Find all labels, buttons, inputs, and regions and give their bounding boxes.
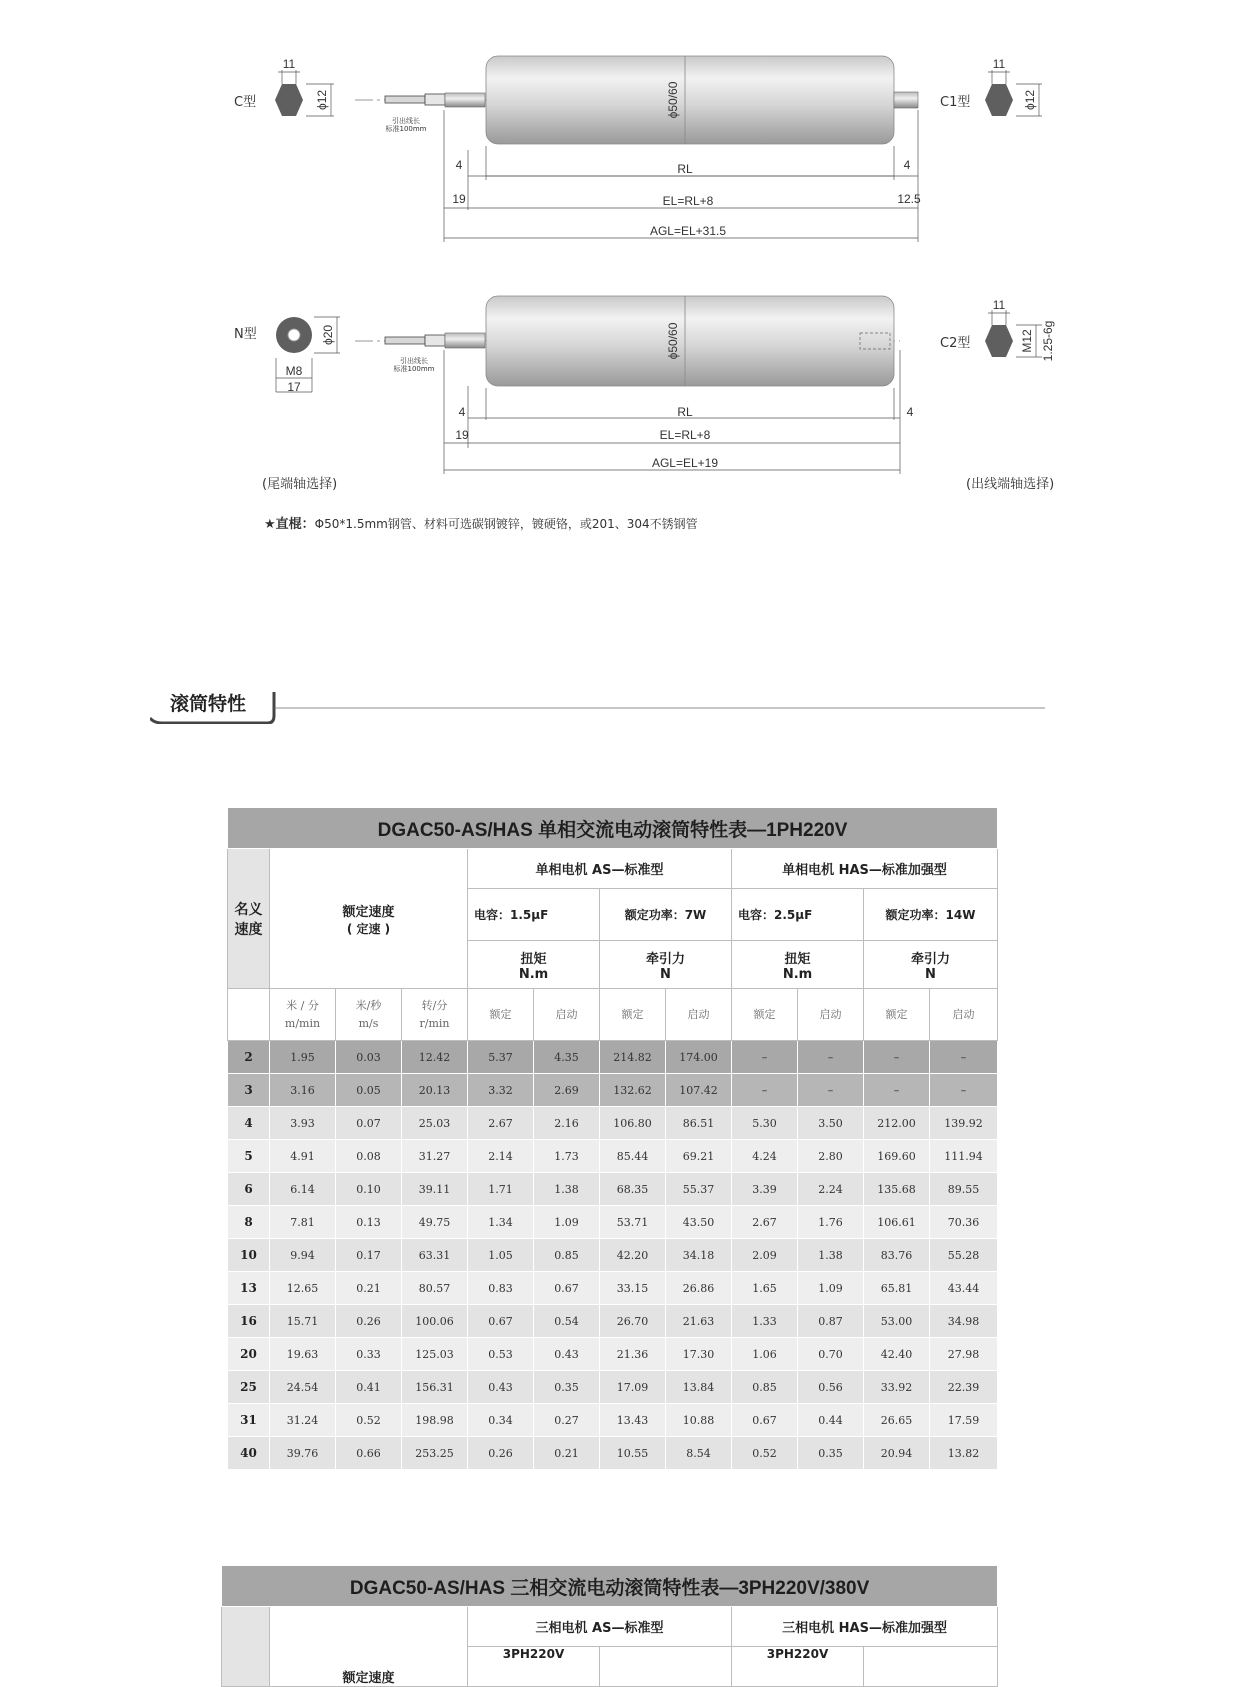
table-cell: 27.98 (930, 1338, 998, 1371)
table-row (228, 1404, 998, 1437)
svg-text:12.5: 12.5 (897, 192, 921, 206)
left-caption: (尾端轴选择) (262, 477, 338, 492)
table-cell: 12.42 (402, 1041, 468, 1074)
table-cell: 3.39 (732, 1173, 798, 1206)
table-cell: 26.86 (666, 1272, 732, 1305)
start-label: 启动 (930, 989, 998, 1041)
svg-text:4: 4 (906, 405, 914, 419)
table-cell: 0.26 (336, 1305, 402, 1338)
table-cell: 2.69 (534, 1074, 600, 1107)
table-cell: 0.52 (732, 1437, 798, 1470)
roller-drawing-bottom (0, 280, 1250, 500)
table-cell: 9.94 (270, 1239, 336, 1272)
row-speed-label: 25 (228, 1371, 270, 1404)
table-cell: 34.98 (930, 1305, 998, 1338)
svg-text:11: 11 (992, 298, 1006, 312)
svg-text:19: 19 (455, 428, 469, 442)
svg-text:4: 4 (455, 158, 463, 172)
start-label: 启动 (666, 989, 732, 1041)
table-cell: 13.82 (930, 1437, 998, 1470)
table-cell: 0.67 (468, 1305, 534, 1338)
table-cell: 69.21 (666, 1140, 732, 1173)
table-cell: 24.54 (270, 1371, 336, 1404)
table-cell: 0.05 (336, 1074, 402, 1107)
table-cell: – (732, 1041, 798, 1074)
row-speed-label: 40 (228, 1437, 270, 1470)
svg-text:11: 11 (282, 57, 296, 71)
has-motor-header: 单相电机 HAS—标准加强型 (732, 849, 998, 889)
table-cell: 2.67 (732, 1206, 798, 1239)
has-motor-header: 三相电机 HAS—标准加强型 (732, 1607, 998, 1647)
table-row (228, 1338, 998, 1371)
svg-text:M12: M12 (1020, 329, 1034, 353)
table-cell: 53.00 (864, 1305, 930, 1338)
has-voltage: 3PH220V (732, 1647, 864, 1687)
table-cell: 0.03 (336, 1041, 402, 1074)
table-cell: 39.11 (402, 1173, 468, 1206)
table-cell: 33.15 (600, 1272, 666, 1305)
table-cell: 86.51 (666, 1107, 732, 1140)
table-cell: 63.31 (402, 1239, 468, 1272)
table-cell: 0.53 (468, 1338, 534, 1371)
left-type-label: C型 (234, 95, 257, 110)
table-cell: – (798, 1041, 864, 1074)
table-cell: 107.42 (666, 1074, 732, 1107)
table-cell: 0.35 (798, 1437, 864, 1470)
unit-mmin: 米 / 分 m/min (270, 989, 336, 1041)
table-row (228, 1239, 998, 1272)
table-cell: 1.38 (534, 1173, 600, 1206)
row-speed-label: 10 (228, 1239, 270, 1272)
left-type-label: N型 (234, 327, 257, 342)
svg-text:11: 11 (992, 57, 1006, 71)
table-cell: 1.38 (798, 1239, 864, 1272)
right-type-label: C1型 (940, 95, 971, 110)
svg-text:引出线长: 引出线长 (400, 357, 428, 365)
table-cell: 214.82 (600, 1041, 666, 1074)
table-cell: 20.13 (402, 1074, 468, 1107)
table-cell: – (732, 1074, 798, 1107)
table-cell: – (930, 1074, 998, 1107)
row-speed-label: 5 (228, 1140, 270, 1173)
table-cell: 17.09 (600, 1371, 666, 1404)
table-cell: 43.44 (930, 1272, 998, 1305)
has-capacitor: 电容：2.5μF (732, 889, 864, 941)
svg-text:19: 19 (452, 192, 466, 206)
as-capacitor: 电容：1.5μF (468, 889, 600, 941)
table-cell: 0.21 (336, 1272, 402, 1305)
table-cell: 156.31 (402, 1371, 468, 1404)
svg-text:AGL=EL+19: AGL=EL+19 (651, 456, 719, 470)
table-cell: 49.75 (402, 1206, 468, 1239)
has-traction-header: 牵引力 N (864, 941, 998, 989)
has-power: 额定功率：14W (864, 889, 998, 941)
table-cell: 125.03 (402, 1338, 468, 1371)
svg-text:RL: RL (677, 405, 693, 419)
table-cell: 3.93 (270, 1107, 336, 1140)
row-speed-label: 8 (228, 1206, 270, 1239)
table-cell: 0.67 (534, 1272, 600, 1305)
table-cell: 1.73 (534, 1140, 600, 1173)
table-cell: 5.30 (732, 1107, 798, 1140)
table-cell: 0.52 (336, 1404, 402, 1437)
table-cell: 1.71 (468, 1173, 534, 1206)
as-torque-header: 扭矩 N.m (468, 941, 600, 989)
table-cell: 7.81 (270, 1206, 336, 1239)
svg-text:RL: RL (677, 162, 693, 176)
hex-end-icon (985, 84, 1013, 116)
table-cell: 100.06 (402, 1305, 468, 1338)
table-cell: 3.32 (468, 1074, 534, 1107)
table-cell: 106.61 (864, 1206, 930, 1239)
table-cell: 0.44 (798, 1404, 864, 1437)
table-cell: 212.00 (864, 1107, 930, 1140)
table-cell: 4.35 (534, 1041, 600, 1074)
table-cell: 1.33 (732, 1305, 798, 1338)
table-cell: 65.81 (864, 1272, 930, 1305)
hex-end-icon (985, 325, 1013, 357)
start-label: 启动 (534, 989, 600, 1041)
has-torque-header: 扭矩 N.m (732, 941, 864, 989)
table-cell: 26.65 (864, 1404, 930, 1437)
table-cell: 0.10 (336, 1173, 402, 1206)
table-cell: 33.92 (864, 1371, 930, 1404)
table-cell: 2.16 (534, 1107, 600, 1140)
row-speed-label: 3 (228, 1074, 270, 1107)
table-cell: 42.20 (600, 1239, 666, 1272)
nominal-speed-header: 名义 速度 (228, 849, 270, 989)
table-cell: 1.34 (468, 1206, 534, 1239)
table-cell: 1.95 (270, 1041, 336, 1074)
table-cell: 0.41 (336, 1371, 402, 1404)
table-cell: 1.09 (534, 1206, 600, 1239)
table-cell: 0.43 (534, 1338, 600, 1371)
right-caption: (出线端轴选择) (966, 477, 1055, 492)
table-row (228, 1140, 998, 1173)
hex-end-icon (275, 84, 303, 116)
svg-text:ϕ12: ϕ12 (1023, 89, 1037, 111)
table-cell: 0.17 (336, 1239, 402, 1272)
row-speed-label: 2 (228, 1041, 270, 1074)
table-cell: – (798, 1074, 864, 1107)
table-cell: 2.24 (798, 1173, 864, 1206)
table-cell: 106.80 (600, 1107, 666, 1140)
table-row (228, 1206, 998, 1239)
table-cell: 169.60 (864, 1140, 930, 1173)
unit-rmin: 转/分 r/min (402, 989, 468, 1041)
row-speed-label: 13 (228, 1272, 270, 1305)
table-row (228, 1272, 998, 1305)
svg-text:AGL=EL+31.5: AGL=EL+31.5 (649, 224, 727, 238)
table-cell: 25.03 (402, 1107, 468, 1140)
unit-ms: 米/秒 m/s (336, 989, 402, 1041)
table-cell: 83.76 (864, 1239, 930, 1272)
row-speed-label: 31 (228, 1404, 270, 1437)
table-cell: 0.07 (336, 1107, 402, 1140)
table-cell: 3.16 (270, 1074, 336, 1107)
table-cell: 174.00 (666, 1041, 732, 1074)
table-cell: 26.70 (600, 1305, 666, 1338)
table-cell: 132.62 (600, 1074, 666, 1107)
table-cell: 198.98 (402, 1404, 468, 1437)
table-cell: 0.70 (798, 1338, 864, 1371)
table-cell: 0.26 (468, 1437, 534, 1470)
table-title: DGAC50-AS/HAS 三相交流电动滚筒特性表—3PH220V/380V (222, 1566, 998, 1607)
table-row (228, 1041, 998, 1074)
table-cell: 2.80 (798, 1140, 864, 1173)
rated-label: 额定 (468, 989, 534, 1041)
table-cell: 10.88 (666, 1404, 732, 1437)
table-cell: 31.27 (402, 1140, 468, 1173)
svg-text:M8: M8 (285, 364, 303, 378)
svg-text:ϕ50/60: ϕ50/60 (666, 81, 680, 119)
table-cell: 0.85 (534, 1239, 600, 1272)
table-cell: 0.66 (336, 1437, 402, 1470)
section-header (150, 688, 1050, 724)
table-cell: 12.65 (270, 1272, 336, 1305)
table-cell: – (930, 1041, 998, 1074)
as-motor-header: 单相电机 AS—标准型 (468, 849, 732, 889)
table-cell: 55.37 (666, 1173, 732, 1206)
svg-text:EL=RL+8: EL=RL+8 (662, 194, 714, 208)
table-cell: 13.43 (600, 1404, 666, 1437)
table-cell: 53.71 (600, 1206, 666, 1239)
table-cell: – (864, 1041, 930, 1074)
table-cell: 80.57 (402, 1272, 468, 1305)
rated-speed-header: 额定速度 (270, 1607, 468, 1687)
table-cell: 20.94 (864, 1437, 930, 1470)
table-cell: 1.06 (732, 1338, 798, 1371)
rated-label: 额定 (600, 989, 666, 1041)
table-cell: 253.25 (402, 1437, 468, 1470)
svg-text:4: 4 (903, 158, 911, 172)
table-cell: 8.54 (666, 1437, 732, 1470)
svg-text:ϕ12: ϕ12 (315, 89, 329, 111)
table-cell: 19.63 (270, 1338, 336, 1371)
row-speed-label: 16 (228, 1305, 270, 1338)
table-cell: 135.68 (864, 1173, 930, 1206)
svg-text:1.25-6g: 1.25-6g (1041, 320, 1055, 362)
table-title: DGAC50-AS/HAS 单相交流电动滚筒特性表—1PH220V (228, 808, 998, 849)
single-phase-table (227, 807, 998, 1470)
rated-speed-header: 额定速度 ( 定速 ) (270, 849, 468, 989)
table-cell: 139.92 (930, 1107, 998, 1140)
table-cell: 6.14 (270, 1173, 336, 1206)
table-cell: 70.36 (930, 1206, 998, 1239)
table-cell: 55.28 (930, 1239, 998, 1272)
table-cell: 34.18 (666, 1239, 732, 1272)
table-cell: 0.21 (534, 1437, 600, 1470)
table-cell: 13.84 (666, 1371, 732, 1404)
table-row (228, 1305, 998, 1338)
as-voltage: 3PH220V (468, 1647, 600, 1687)
table-cell: 0.35 (534, 1371, 600, 1404)
table-cell: 0.33 (336, 1338, 402, 1371)
table-cell: 1.09 (798, 1272, 864, 1305)
table-cell: 17.30 (666, 1338, 732, 1371)
table-cell: 17.59 (930, 1404, 998, 1437)
table-cell: 0.27 (534, 1404, 600, 1437)
table-cell: 4.91 (270, 1140, 336, 1173)
svg-text:标准100mm: 标准100mm (385, 125, 427, 133)
table-cell: 31.24 (270, 1404, 336, 1437)
table-row (228, 1107, 998, 1140)
table-cell: 0.54 (534, 1305, 600, 1338)
svg-text:标准100mm: 标准100mm (393, 365, 435, 373)
row-speed-label: 4 (228, 1107, 270, 1140)
three-phase-table (221, 1565, 998, 1687)
table-cell: 0.87 (798, 1305, 864, 1338)
table-cell: – (864, 1074, 930, 1107)
as-power: 额定功率：7W (600, 889, 732, 941)
table-cell: 21.36 (600, 1338, 666, 1371)
table-cell: 5.37 (468, 1041, 534, 1074)
svg-text:EL=RL+8: EL=RL+8 (659, 428, 711, 442)
table-cell: 4.24 (732, 1140, 798, 1173)
table-cell: 0.56 (798, 1371, 864, 1404)
table-cell: 22.39 (930, 1371, 998, 1404)
table-cell: 43.50 (666, 1206, 732, 1239)
as-motor-header: 三相电机 AS—标准型 (468, 1607, 732, 1647)
table-cell: 39.76 (270, 1437, 336, 1470)
rated-label: 额定 (732, 989, 798, 1041)
start-label: 启动 (798, 989, 864, 1041)
table-cell: 85.44 (600, 1140, 666, 1173)
svg-text:引出线长: 引出线长 (392, 117, 420, 125)
table-cell: 0.34 (468, 1404, 534, 1437)
as-traction-header: 牵引力 N (600, 941, 732, 989)
table-cell: 1.76 (798, 1206, 864, 1239)
table-cell: 0.13 (336, 1206, 402, 1239)
table-cell: 10.55 (600, 1437, 666, 1470)
right-type-label: C2型 (940, 336, 971, 351)
table-cell: 0.83 (468, 1272, 534, 1305)
roller-drawing-top (0, 0, 1250, 250)
table-row (228, 1074, 998, 1107)
svg-text:ϕ20: ϕ20 (321, 324, 335, 346)
table-cell: 0.67 (732, 1404, 798, 1437)
table-row (228, 1437, 998, 1470)
table-cell: 0.08 (336, 1140, 402, 1173)
row-speed-label: 6 (228, 1173, 270, 1206)
svg-text:17: 17 (287, 380, 301, 394)
rated-label: 额定 (864, 989, 930, 1041)
table-row (228, 1173, 998, 1206)
table-cell: 0.85 (732, 1371, 798, 1404)
svg-text:ϕ50/60: ϕ50/60 (666, 322, 680, 360)
material-note: ★直棍：Φ50*1.5mm钢管、材料可选碳钢镀锌，镀硬铬，或201、304不锈钢管 (264, 517, 698, 532)
section-title: 滚筒特性 (170, 693, 247, 715)
table-row (228, 1371, 998, 1404)
table-cell: 2.67 (468, 1107, 534, 1140)
table-cell: 1.05 (468, 1239, 534, 1272)
table-cell: 1.65 (732, 1272, 798, 1305)
table-cell: 0.43 (468, 1371, 534, 1404)
table-cell: 111.94 (930, 1140, 998, 1173)
table-cell: 42.40 (864, 1338, 930, 1371)
table-cell: 89.55 (930, 1173, 998, 1206)
table-cell: 21.63 (666, 1305, 732, 1338)
row-speed-label: 20 (228, 1338, 270, 1371)
table-cell: 68.35 (600, 1173, 666, 1206)
table-cell: 3.50 (798, 1107, 864, 1140)
svg-text:4: 4 (458, 405, 466, 419)
table-cell: 2.09 (732, 1239, 798, 1272)
table-cell: 15.71 (270, 1305, 336, 1338)
table-cell: 2.14 (468, 1140, 534, 1173)
